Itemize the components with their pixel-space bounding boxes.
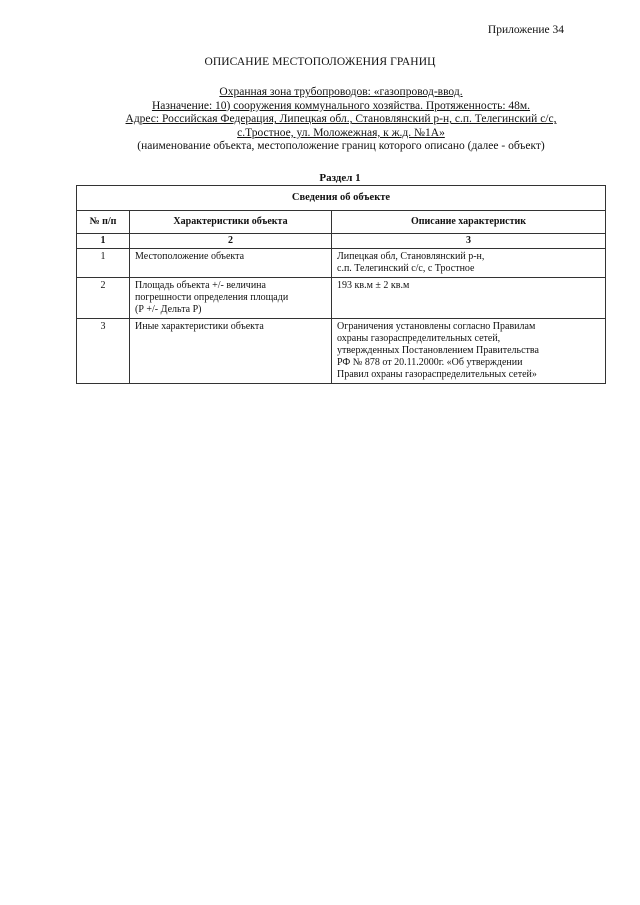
header-description: Описание характеристик	[332, 211, 606, 234]
appendix-label: Приложение 34	[487, 24, 564, 36]
table-row	[77, 319, 606, 384]
row-number: 3	[77, 319, 130, 384]
table-row	[77, 249, 606, 278]
object-description	[76, 86, 606, 154]
row-description	[332, 319, 606, 384]
description-line: с.п. Телегинский с/с, с Тростное	[337, 263, 475, 274]
row-number: 1	[77, 249, 130, 278]
table-caption-row	[77, 186, 606, 211]
column-number: 2	[130, 234, 332, 249]
header-number: № п/п	[77, 211, 130, 234]
row-description	[332, 249, 606, 278]
header-characteristic: Характеристики объекта	[130, 211, 332, 234]
column-number: 3	[332, 234, 606, 249]
object-note: (наименование объекта, местоположение границ которого описано (далее - объект)	[137, 140, 545, 153]
object-name-line: Охранная зона трубопроводов: «газопровод-ввод.	[219, 86, 463, 98]
section-label: Раздел 1	[319, 172, 361, 184]
description-line: Ограничения установлены согласно Правилам	[337, 321, 536, 332]
characteristic-line: (Р +/- Дельта Р)	[135, 304, 202, 315]
object-address-line: Адрес: Российская Федерация, Липецкая обл., Становлянский р-н, с.п. Телегинский с/с,	[125, 113, 557, 126]
document-title: ОПИСАНИЕ МЕСТОПОЛОЖЕНИЯ ГРАНИЦ	[204, 56, 436, 68]
characteristic-line: погрешности определения площади	[135, 292, 289, 303]
table-column-number-row	[77, 234, 606, 249]
column-number: 1	[77, 234, 130, 249]
table-row	[77, 278, 606, 319]
row-description	[332, 278, 606, 319]
row-characteristic	[130, 278, 332, 319]
object-info-table	[76, 185, 606, 384]
row-characteristic	[130, 249, 332, 278]
row-number: 2	[77, 278, 130, 319]
characteristic-line: Местоположение объекта	[135, 251, 245, 262]
description-line: 193 кв.м ± 2 кв.м	[337, 280, 410, 291]
table-header-row	[77, 211, 606, 234]
characteristic-line: Площадь объекта +/- величина	[135, 280, 266, 291]
table-caption: Сведения об объекте	[77, 186, 606, 211]
description-line: Липецкая обл, Становлянский р-н,	[337, 251, 485, 262]
description-line: Правил охраны газораспределительных сетей»	[337, 369, 537, 380]
description-line: РФ № 878 от 20.11.2000г. «Об утверждении	[337, 357, 523, 368]
description-line: охраны газораспределительных сетей,	[337, 333, 501, 344]
row-characteristic	[130, 319, 332, 384]
description-line: утвержденных Постановлением Правительства	[337, 345, 539, 356]
object-purpose-line: Назначение: 10) сооружения коммунального хозяйства. Протяженность: 48м.	[151, 99, 531, 112]
object-address-line-2: с.Тростное, ул. Моложежная, к ж.д. №1А»	[237, 126, 445, 139]
characteristic-line: Иные характеристики объекта	[135, 321, 264, 332]
